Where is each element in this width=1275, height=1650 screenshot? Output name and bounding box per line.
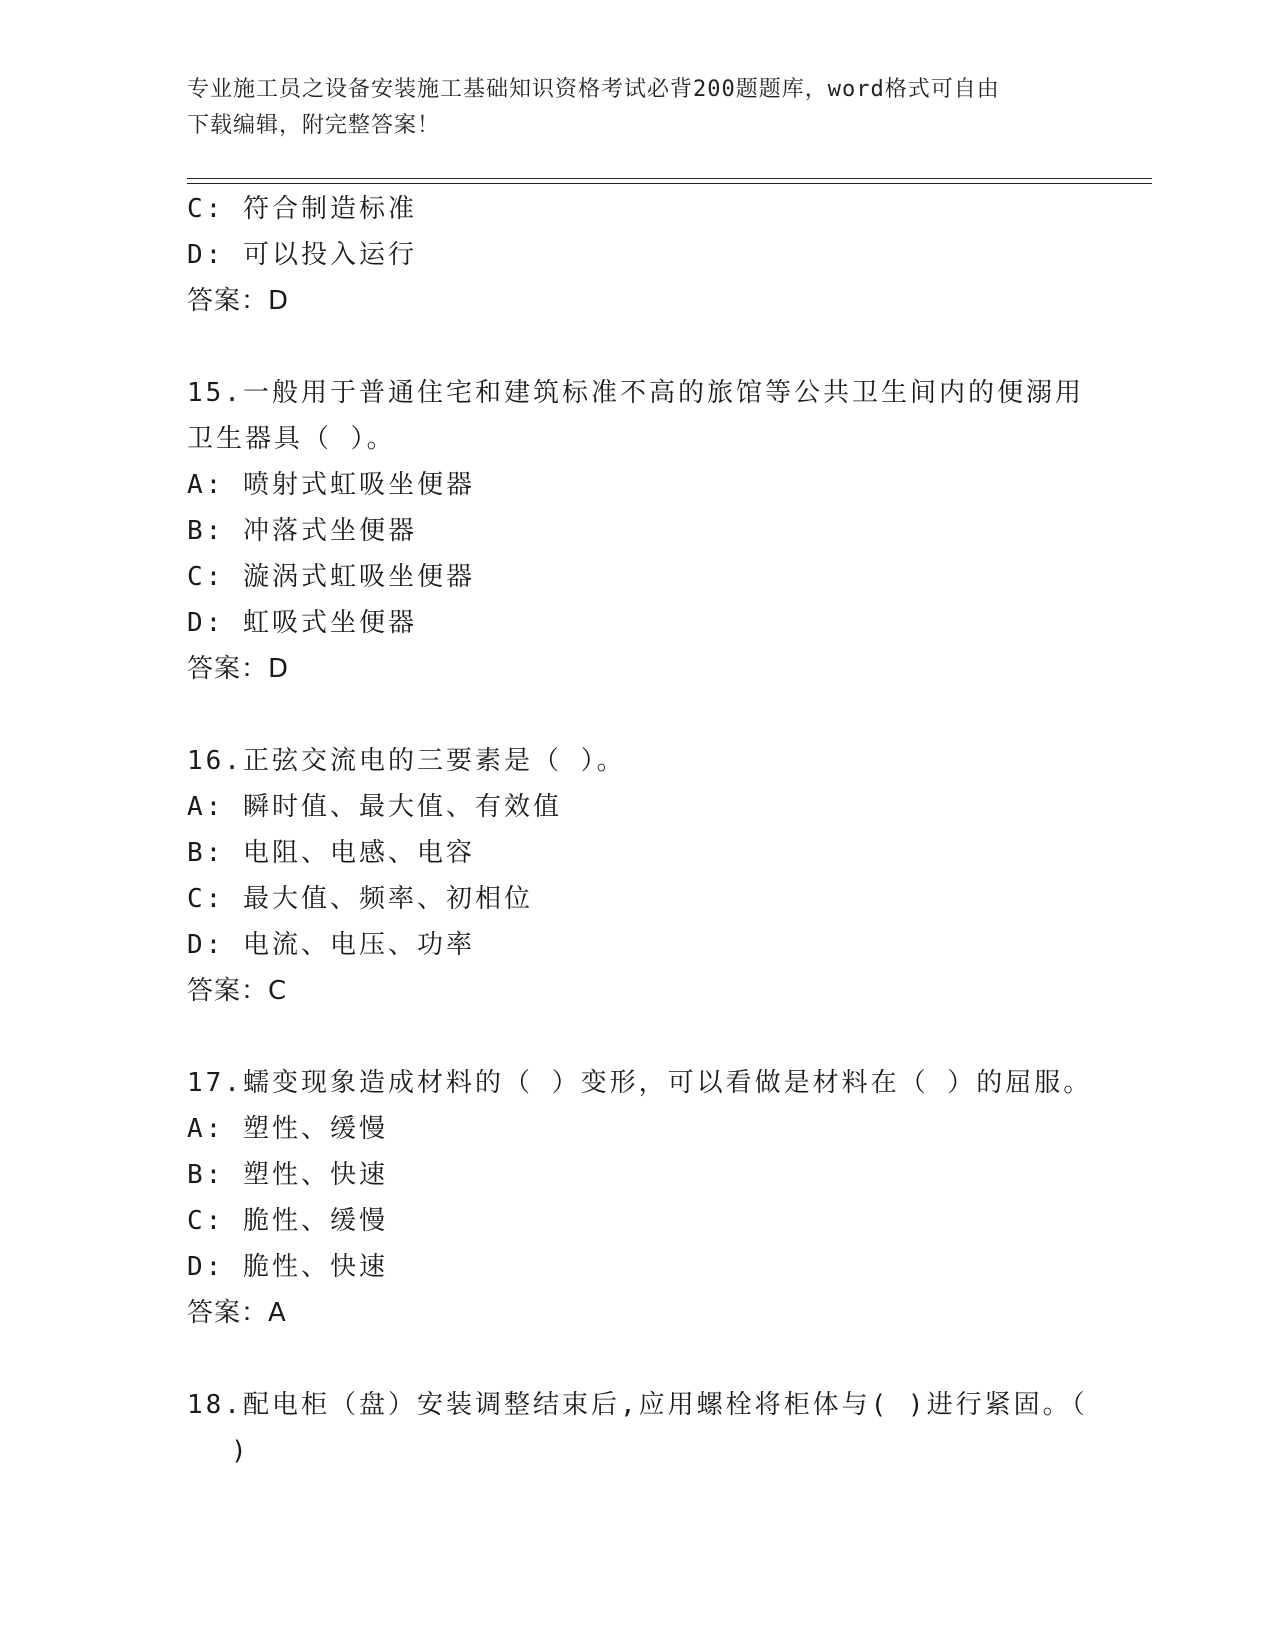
option-b: B: 电阻、电感、电容 [187,838,475,868]
option-c: C: 符合制造标准 [187,194,417,224]
question-stem: 17.蠕变现象造成材料的（ ）变形，可以看做是材料在（ ）的屈服。 [187,1068,1093,1098]
option-c: C: 最大值、频率、初相位 [187,884,533,914]
header-line-1: 专业施工员之设备安装施工基础知识资格考试必背200题题库，word格式可自由 [187,77,1000,102]
answer-line: 答案：C [187,976,288,1006]
question-stem: 15.一般用于普通住宅和建筑标准不高的旅馆等公共卫生间内的便溺用 [187,378,1084,408]
answer-line: 答案：A [187,1298,287,1328]
spacer [187,1014,1137,1060]
question-stem: 18.配电柜（盘）安装调整结束后,应用螺栓将柜体与( )进行紧固。（ [187,1390,1088,1420]
spacer [187,324,1137,370]
question-17 [187,1060,1137,1336]
option-d: D: 脆性、快速 [187,1252,388,1282]
question-15 [187,370,1137,692]
option-a: A: 喷射式虹吸坐便器 [187,470,475,500]
question-18 [187,1382,1137,1474]
header-rule-top [187,178,1152,179]
answer-line: 答案：D [187,286,290,316]
question-16 [187,738,1137,1014]
option-d: D: 虹吸式坐便器 [187,608,417,638]
option-d: D: 可以投入运行 [187,240,417,270]
prev-question [187,186,1137,324]
question-stem: 16.正弦交流电的三要素是（ ）。 [187,746,626,776]
question-stem-continued: ) [231,1436,250,1466]
option-b: B: 塑性、快速 [187,1160,388,1190]
spacer [187,692,1137,738]
option-a: A: 瞬时值、最大值、有效值 [187,792,562,822]
spacer [187,1336,1137,1382]
option-c: C: 脆性、缓慢 [187,1206,388,1236]
option-d: D: 电流、电压、功率 [187,930,475,960]
document-header [187,72,1067,144]
question-stem-continued: 卫生器具（ ）。 [187,424,396,454]
option-b: B: 冲落式坐便器 [187,516,417,546]
answer-line: 答案：D [187,654,290,684]
header-rule-bottom [187,183,1152,184]
header-line-2: 下载编辑，附完整答案！ [187,113,441,138]
option-c: C: 漩涡式虹吸坐便器 [187,562,475,592]
question-list [187,186,1137,1474]
option-a: A: 塑性、缓慢 [187,1114,388,1144]
